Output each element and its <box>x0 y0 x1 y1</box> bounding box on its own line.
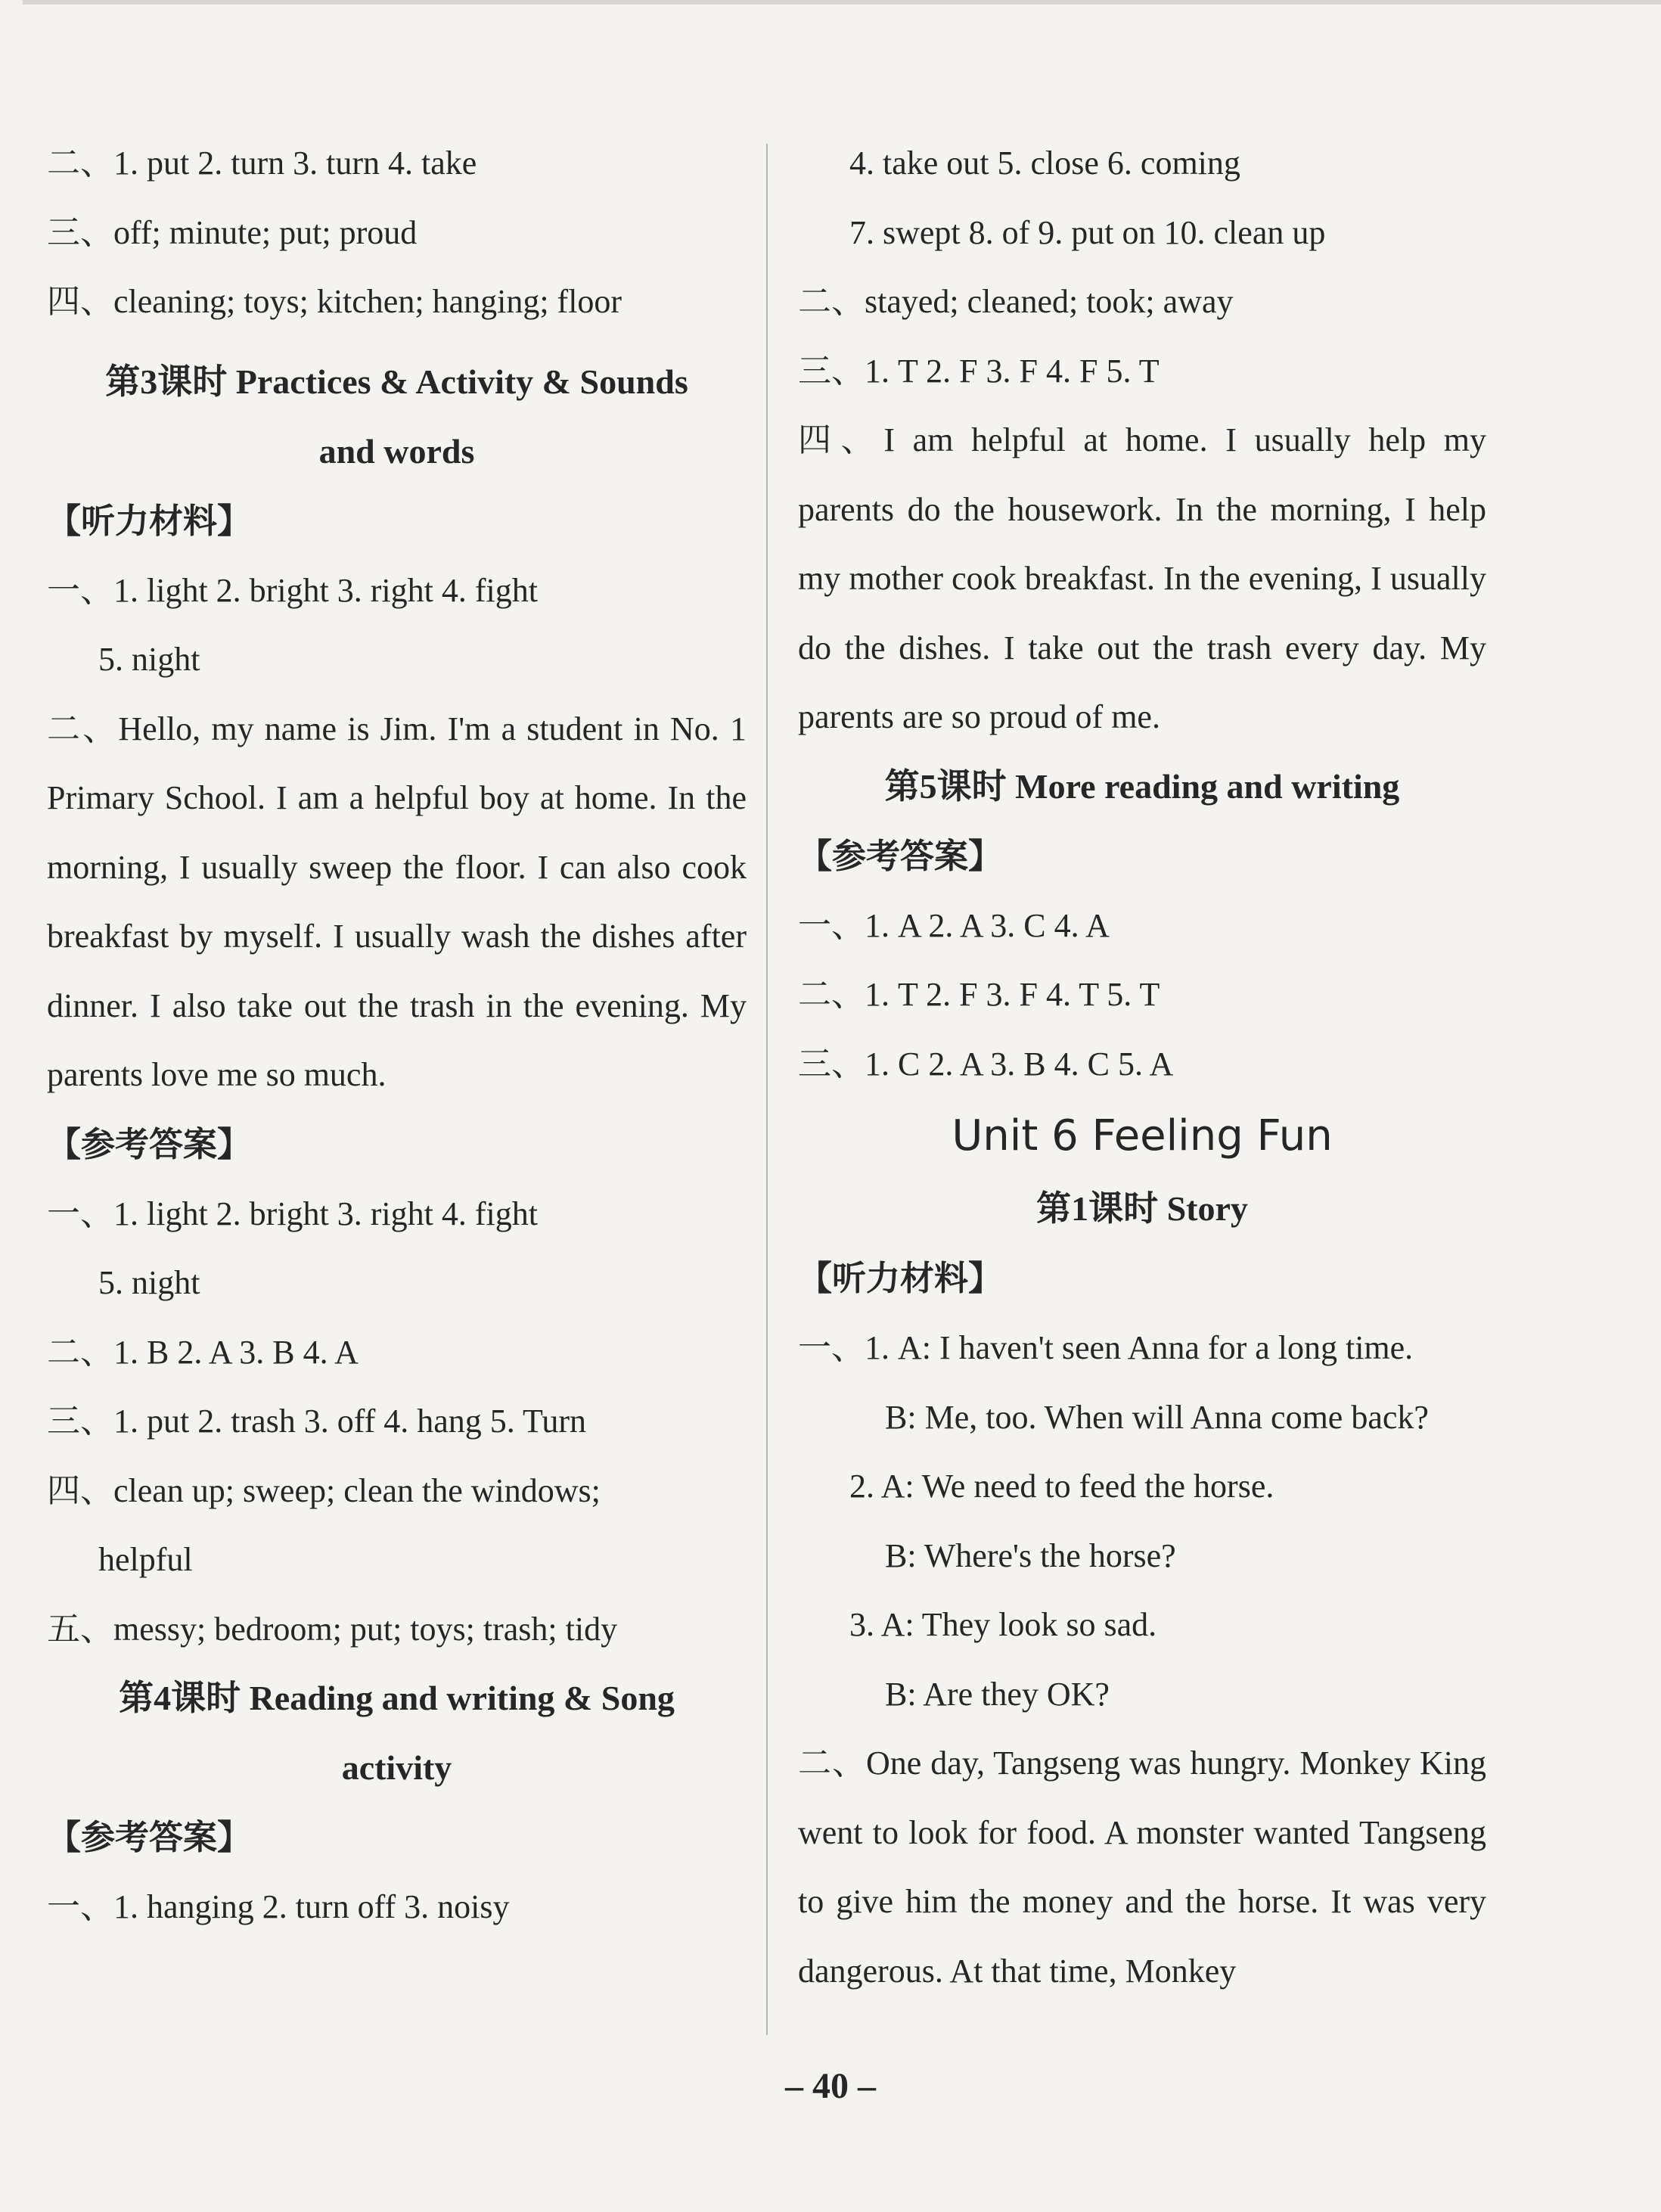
answer-line: 二、1. T 2. F 3. F 4. T 5. T <box>798 976 1160 1013</box>
answer-tag: 【参考答案】 <box>47 1817 252 1857</box>
listening-tag: 【听力材料】 <box>47 500 252 541</box>
listening-passage: 二、Hello, my name is Jim. I'm a student in No. 1 Primary School. I am a helpful boy at home. In the morning, I usually sweep the floor. I can also cook breakfast by myself. I usually wash the dishes after dinner. I also take out the trash in the evening. My parents love me so much. <box>47 710 747 1093</box>
answer-line: 一、1. light 2. bright 3. right 4. fight <box>47 571 538 609</box>
dialogue-line: B: Are they OK? <box>885 1675 1110 1713</box>
dialogue-line: 3. A: They look so sad. <box>849 1606 1157 1643</box>
lesson-heading: 第4课时 Reading and writing & Song <box>119 1679 675 1717</box>
story-passage: 二、One day, Tangseng was hungry. Monkey King went to look for food. A monster wanted Tangseng to give him the money and the horse. It was very dangerous. At that time, Monkey <box>798 1744 1486 1990</box>
dialogue-line: B: Me, too. When will Anna come back? <box>885 1398 1429 1436</box>
right-column <box>798 129 1486 2005</box>
dialogue-line: B: Where's the horse? <box>885 1536 1176 1574</box>
answer-line: 四、cleaning; toys; kitchen; hanging; floor <box>47 283 622 320</box>
answer-line: 一、1. light 2. bright 3. right 4. fight <box>47 1195 538 1232</box>
answer-tag: 【参考答案】 <box>47 1123 252 1164</box>
answer-line: 5. night <box>98 1264 200 1301</box>
lesson-heading: 第1课时 Story <box>1036 1189 1248 1228</box>
answer-line: 5. night <box>98 641 200 678</box>
lesson-heading: 第5课时 More reading and writing <box>884 766 1400 806</box>
listening-tag: 【听力材料】 <box>798 1258 1003 1298</box>
dialogue-line: 2. A: We need to feed the horse. <box>849 1468 1274 1505</box>
answer-line: 三、1. put 2. trash 3. off 4. hang 5. Turn <box>47 1403 586 1440</box>
column-divider <box>766 144 768 2035</box>
answer-line: 二、1. put 2. turn 3. turn 4. take <box>47 144 477 182</box>
lesson-heading: 第3课时 Practices & Activity & Sounds <box>105 362 688 401</box>
scan-edge <box>23 0 1661 5</box>
answer-line: 三、1. C 2. A 3. B 4. C 5. A <box>798 1045 1174 1083</box>
unit-title: Unit 6 Feeling Fun <box>952 1111 1333 1160</box>
answer-line: 二、1. B 2. A 3. B 4. A <box>47 1333 359 1371</box>
answer-line: 4. take out 5. close 6. coming <box>849 144 1240 182</box>
lesson-heading-cont: and words <box>318 431 475 471</box>
answer-tag: 【参考答案】 <box>798 835 1003 876</box>
answer-line: helpful <box>98 1541 193 1578</box>
answer-line: 一、1. hanging 2. turn off 3. noisy <box>47 1888 510 1925</box>
answer-line: 一、1. A 2. A 3. C 4. A <box>798 906 1110 944</box>
writing-passage: 四、I am helpful at home. I usually help my parents do the housework. In the morning, I help my mother cook breakfast. In the evening, I usually do the dishes. I take out the trash every day. My parents are so proud of me. <box>798 421 1486 735</box>
answer-line: 五、messy; bedroom; put; toys; trash; tidy <box>47 1610 618 1648</box>
answer-line: 二、stayed; cleaned; took; away <box>798 283 1234 320</box>
answer-line: 7. swept 8. of 9. put on 10. clean up <box>849 213 1326 251</box>
answer-line: 三、off; minute; put; proud <box>47 213 418 251</box>
lesson-heading-cont: activity <box>341 1748 452 1787</box>
answer-line: 四、clean up; sweep; clean the windows; <box>47 1471 601 1509</box>
page-number: – 40 – <box>785 2066 876 2106</box>
left-column <box>47 129 747 1942</box>
dialogue-line: 一、1. A: I haven't seen Anna for a long time. <box>798 1329 1414 1366</box>
answer-line: 三、1. T 2. F 3. F 4. F 5. T <box>798 352 1160 390</box>
